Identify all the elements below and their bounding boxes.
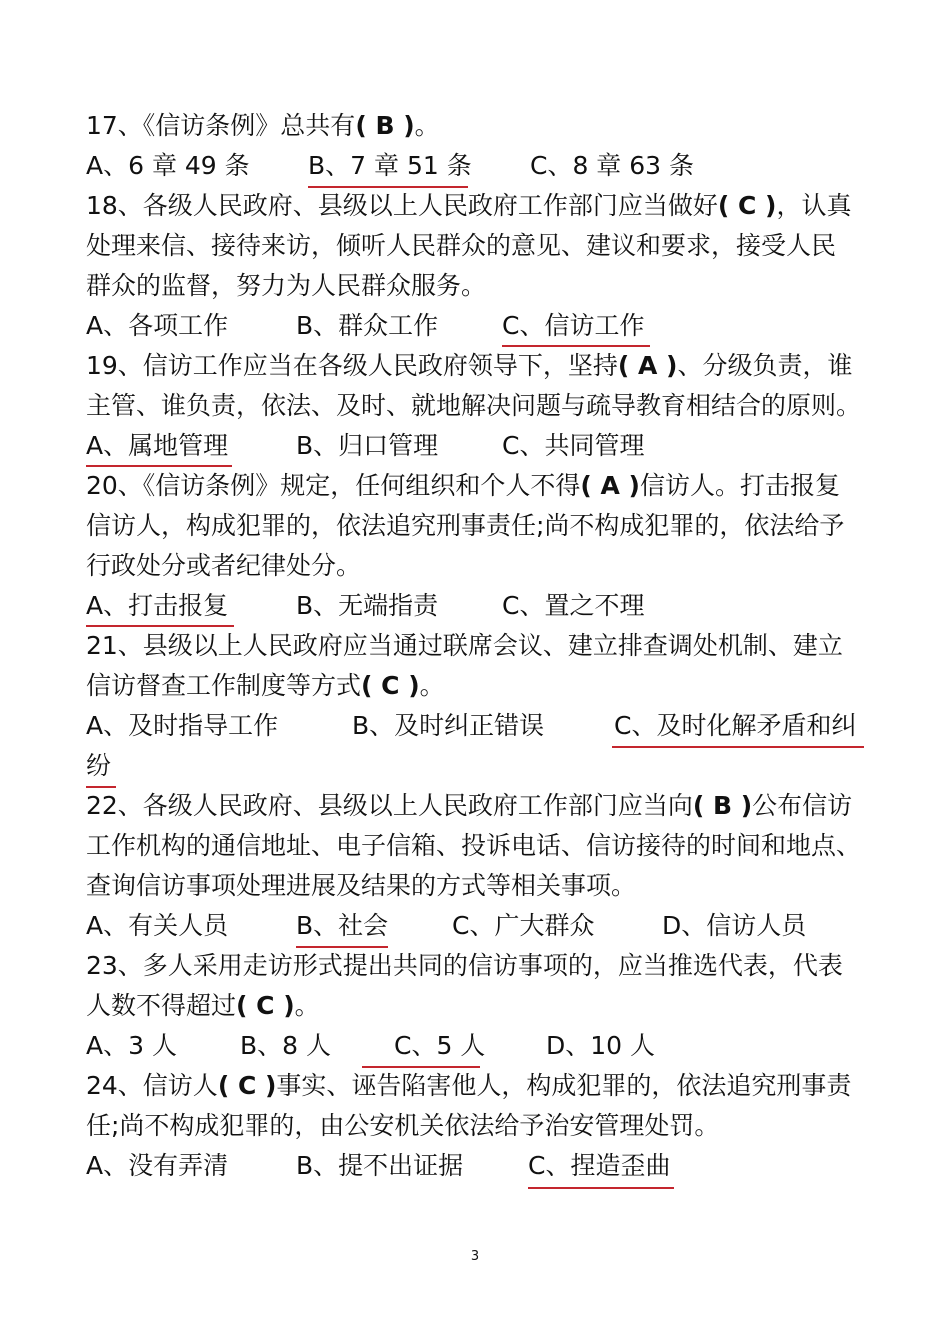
answer-underline — [86, 786, 116, 788]
question-22-text: 查询信访事项处理进展及结果的方式等相关事项。 — [86, 871, 637, 900]
question-24-text: 任;尚不构成犯罪的，由公安机关依法给予治安管理处罚。 — [86, 1111, 720, 1140]
question-24 — [86, 1066, 866, 1106]
question-text: 17、《信访条例》总共有 — [86, 111, 356, 140]
option-d: D、信访人员 — [662, 911, 807, 940]
question-23-options — [86, 1026, 866, 1066]
option-c: C、广大群众 — [452, 911, 595, 940]
question-20-text: 行政处分或者纪律处分。 — [86, 551, 362, 580]
question-text: 22、各级人民政府、县级以上人民政府工作部门应当向 — [86, 791, 693, 820]
answer-key: ( A ) — [580, 471, 640, 500]
option-c: C、捏造歪曲 — [528, 1151, 671, 1180]
option-b: B、8 人 — [240, 1031, 332, 1060]
question-text: 。 — [294, 991, 320, 1020]
question-text: 信访人。打击报复 — [639, 471, 840, 500]
option-b: B、提不出证据 — [296, 1151, 464, 1180]
option-a: A、6 章 49 条 — [86, 151, 250, 180]
answer-key: ( B ) — [692, 791, 753, 820]
answer-underline — [362, 1066, 480, 1068]
answer-key: ( C ) — [236, 991, 295, 1020]
answer-underline — [612, 746, 864, 748]
option-b: B、群众工作 — [296, 311, 439, 340]
page-number: 3 — [470, 1249, 480, 1264]
question-text: 。 — [419, 671, 445, 700]
question-text: 20、《信访条例》规定，任何组织和个人不得 — [86, 471, 581, 500]
option-b: B、7 章 51 条 — [308, 151, 472, 180]
question-text: 、分级负责，谁 — [677, 351, 853, 380]
question-22 — [86, 786, 866, 826]
question-19-options — [86, 426, 866, 466]
answer-underline — [86, 465, 232, 467]
question-23-text — [86, 986, 866, 1026]
question-text: 公布信访 — [752, 791, 853, 820]
question-17-options — [86, 146, 866, 186]
question-21-options — [86, 706, 866, 746]
option-a: A、各项工作 — [86, 311, 229, 340]
question-text: 18、各级人民政府、县级以上人民政府工作部门应当做好 — [86, 191, 718, 220]
option-d: D、10 人 — [546, 1031, 656, 1060]
answer-key: ( C ) — [361, 671, 420, 700]
answer-underline — [296, 946, 388, 948]
answer-underline — [528, 1187, 674, 1189]
question-text: 19、信访工作应当在各级人民政府领导下，坚持 — [86, 351, 618, 380]
answer-underline — [86, 625, 234, 627]
question-18 — [86, 186, 866, 226]
option-a: A、及时指导工作 — [86, 711, 279, 740]
option-a: A、打击报复 — [86, 591, 229, 620]
option-b: B、及时纠正错误 — [352, 711, 545, 740]
option-c: C、及时化解矛盾和纠 — [614, 711, 857, 740]
question-text: 信访督查工作制度等方式 — [86, 671, 362, 700]
question-20-text: 信访人，构成犯罪的，依法追究刑事责任;尚不构成犯罪的，依法给予 — [86, 511, 845, 540]
answer-key: ( B ) — [355, 111, 415, 140]
question-text: ，认真 — [776, 191, 852, 220]
question-text: 事实、诬告陷害他人，构成犯罪的，依法追究刑事责 — [276, 1071, 852, 1100]
answer-key: ( A ) — [617, 351, 678, 380]
question-21: 21、县级以上人民政府应当通过联席会议、建立排查调处机制、建立 — [86, 631, 843, 660]
question-23: 23、多人采用走访形式提出共同的信访事项的，应当推选代表，代表 — [86, 951, 843, 980]
answer-key: ( C ) — [717, 191, 777, 220]
question-18-options — [86, 306, 866, 346]
option-c: C、8 章 63 条 — [530, 151, 695, 180]
question-text: 人数不得超过 — [86, 991, 237, 1020]
option-b: B、社会 — [296, 911, 389, 940]
option-a: A、属地管理 — [86, 431, 229, 460]
option-a: A、没有弄清 — [86, 1151, 229, 1180]
answer-underline — [308, 186, 468, 188]
question-19 — [86, 346, 866, 386]
question-18-text: 群众的监督，努力为人民群众服务。 — [86, 271, 487, 300]
option-b: B、无端指责 — [296, 591, 439, 620]
option-c-continued: 纷 — [86, 751, 112, 780]
question-text: 24、信访人 — [86, 1071, 218, 1100]
question-22-options — [86, 906, 866, 946]
question-text: 。 — [414, 111, 440, 140]
question-21-text — [86, 666, 866, 706]
question-20 — [86, 466, 866, 506]
question-18-text: 处理来信、接待来访，倾听人民群众的意见、建议和要求，接受人民 — [86, 231, 837, 260]
option-c: C、5 人 — [394, 1031, 486, 1060]
option-c: C、置之不理 — [502, 591, 645, 620]
question-22-text: 工作机构的通信地址、电子信箱、投诉电话、信访接待的时间和地点、 — [86, 831, 862, 860]
option-c: C、信访工作 — [502, 311, 645, 340]
option-a: A、3 人 — [86, 1031, 177, 1060]
question-20-options — [86, 586, 866, 626]
answer-underline — [502, 345, 650, 347]
option-a: A、有关人员 — [86, 911, 229, 940]
question-19-text: 主管、谁负责，依法、及时、就地解决问题与疏导教育相结合的原则。 — [86, 391, 862, 420]
option-c: C、共同管理 — [502, 431, 645, 460]
option-b: B、归口管理 — [296, 431, 439, 460]
question-17 — [86, 106, 866, 146]
question-24-options — [86, 1146, 866, 1186]
answer-key: ( C ) — [217, 1071, 277, 1100]
